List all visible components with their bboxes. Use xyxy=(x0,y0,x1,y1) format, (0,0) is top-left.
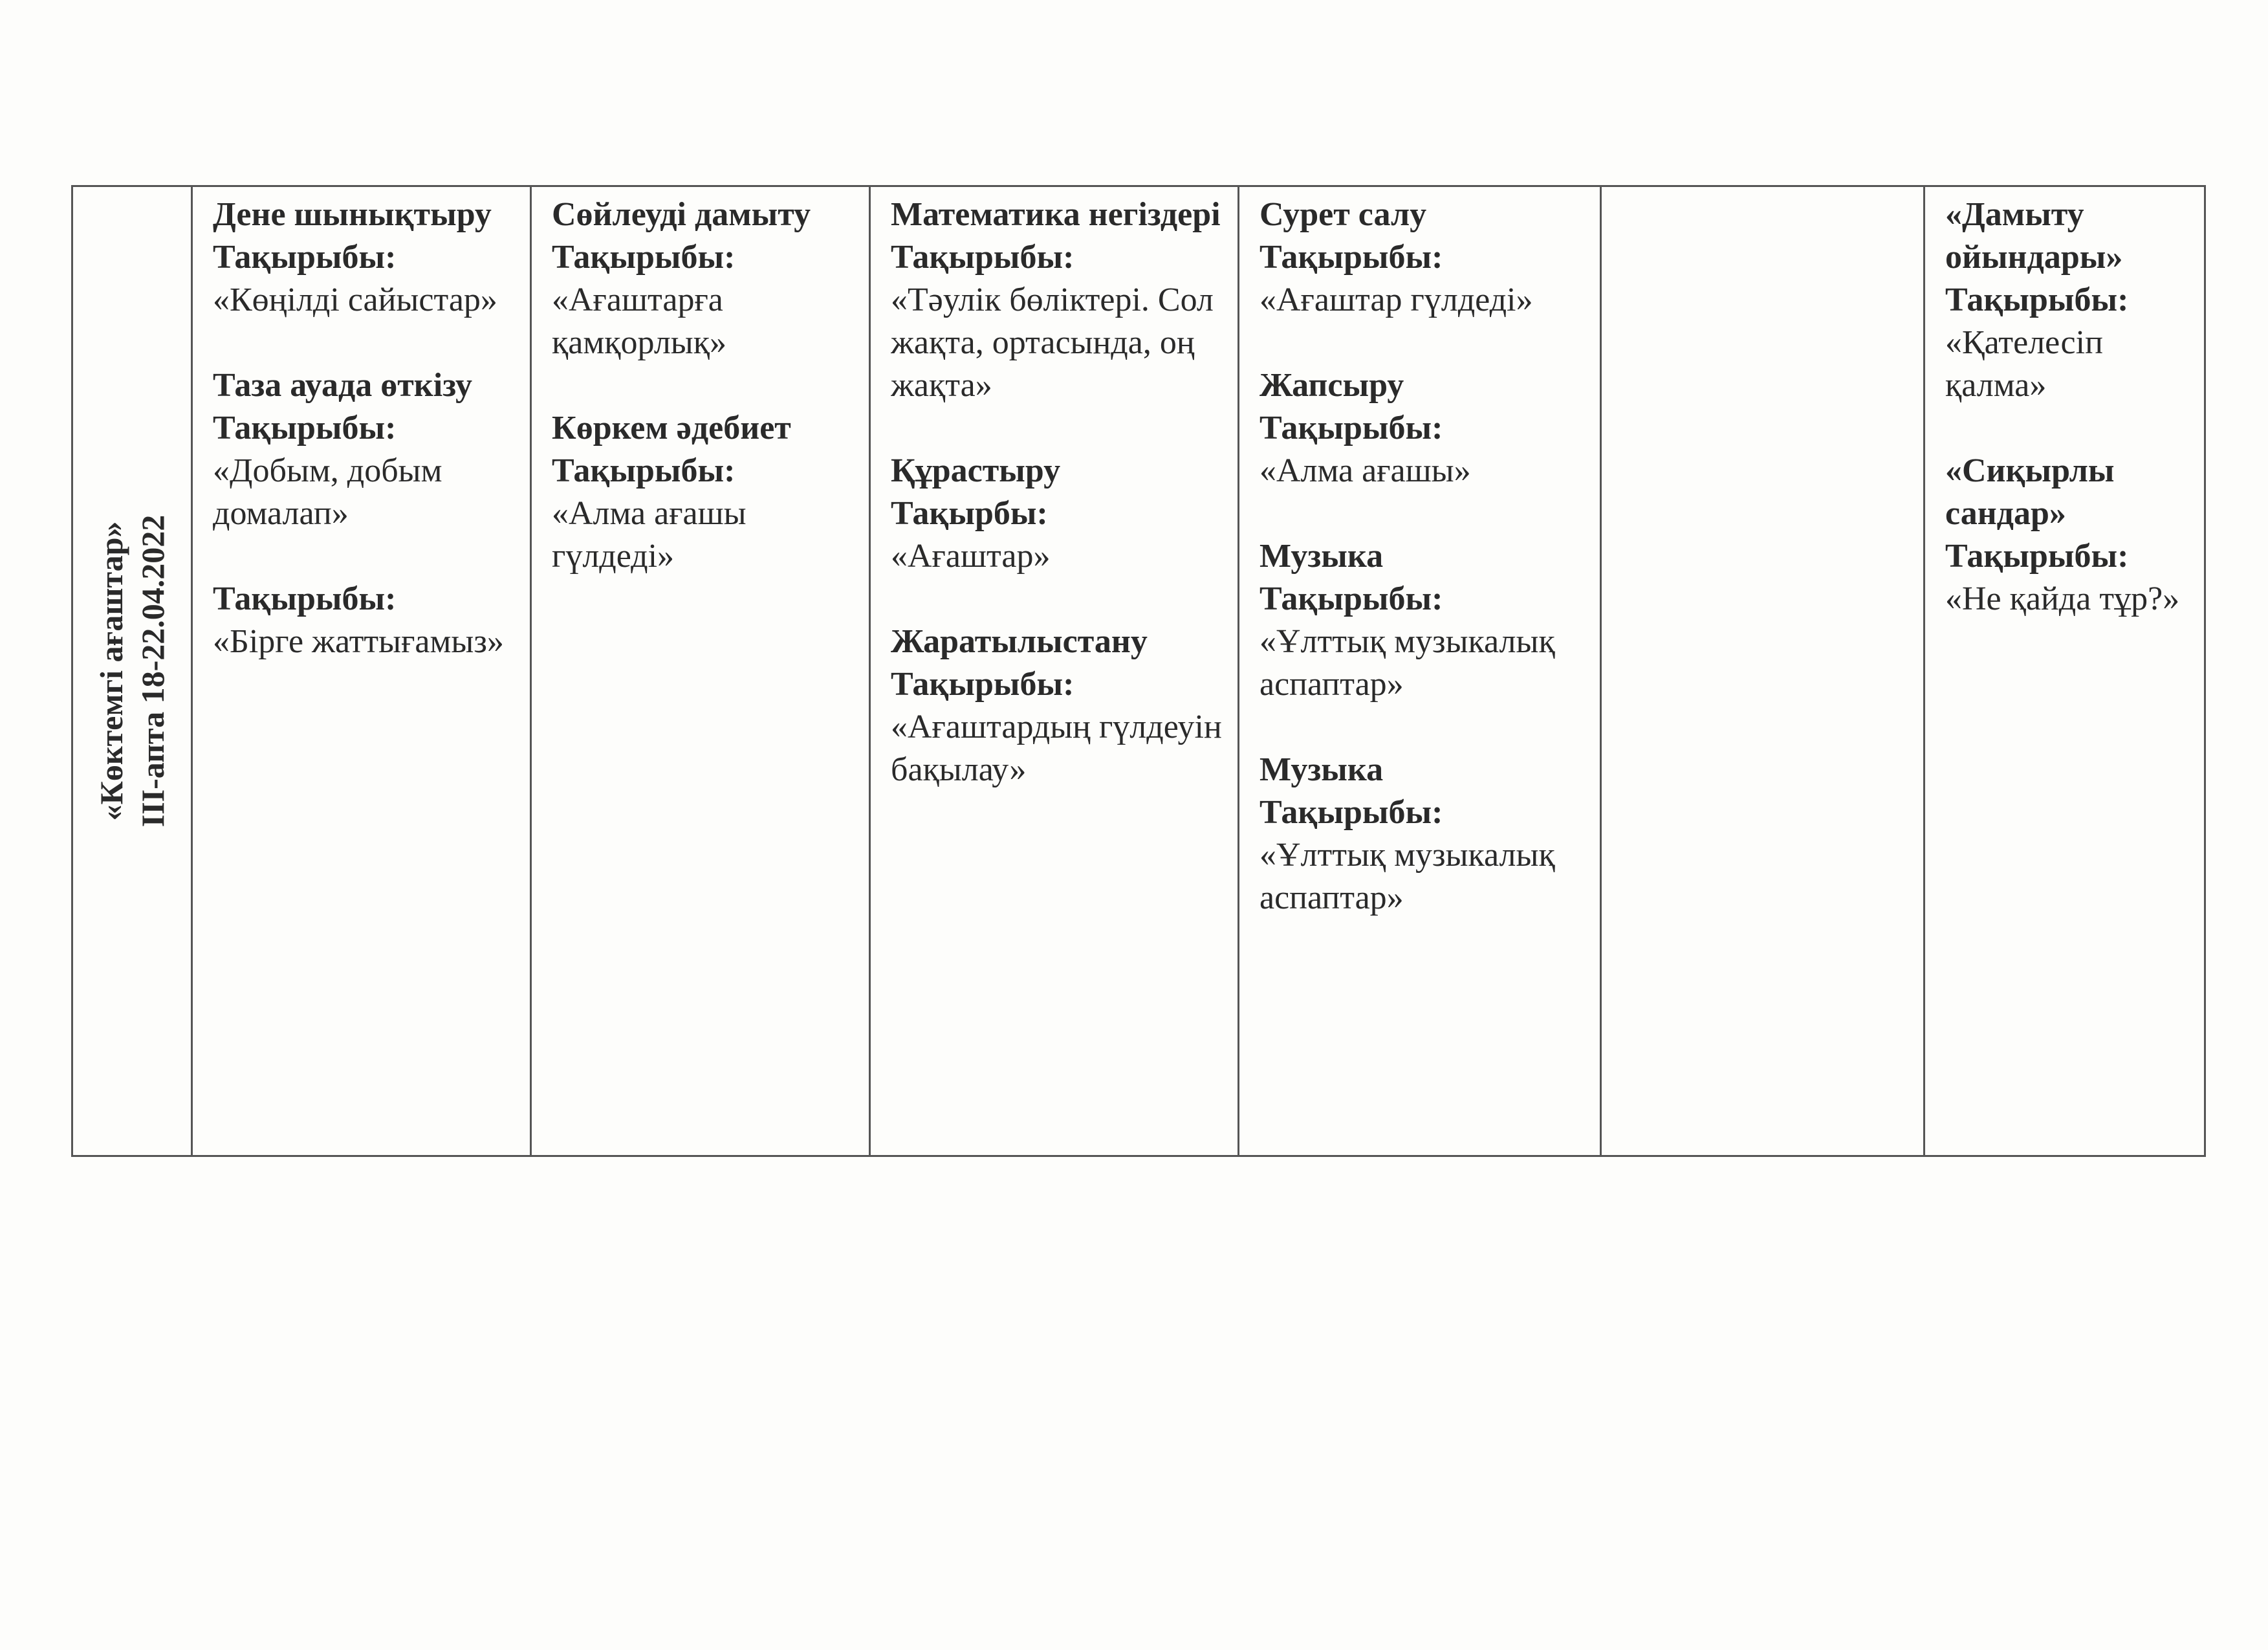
block-spacer xyxy=(891,578,1227,621)
topic-text: «Ағаштар» xyxy=(891,538,1051,575)
topic-label: Тақырыбы: xyxy=(1259,580,1443,617)
subject-block xyxy=(213,578,523,663)
subject-title: Таза ауада өткізу xyxy=(213,367,473,404)
subject-block xyxy=(1259,749,1596,919)
topic-label: Тақырбы: xyxy=(891,495,1048,532)
topic-label: Тақырыбы: xyxy=(891,239,1074,276)
subject-title: Музыка xyxy=(1259,538,1384,575)
subject-block xyxy=(1259,364,1596,492)
subject-block xyxy=(213,364,523,535)
subject-title: Құрастыру xyxy=(891,452,1061,489)
week-theme: «Көктемгі ағаштар» xyxy=(93,521,129,821)
topic-label: Тақырыбы: xyxy=(1945,538,2129,575)
column-divider xyxy=(191,187,193,1155)
topic-label: Тақырыбы: xyxy=(552,452,736,489)
cell-empty xyxy=(1622,193,1913,1149)
subject-block xyxy=(1945,450,2204,621)
subject-title: Жапсыру xyxy=(1259,367,1404,404)
subject-title: «Сиқырлы сандар» xyxy=(1945,452,2115,532)
topic-label: Тақырыбы: xyxy=(213,239,397,276)
subject-block xyxy=(552,193,862,364)
subject-title: Математика негіздері xyxy=(891,196,1221,233)
subject-title: Көркем әдебиет xyxy=(552,410,791,446)
topic-label: Тақырыбы: xyxy=(552,239,736,276)
topic-label: Тақырыбы: xyxy=(1259,410,1443,446)
topic-text: «Тәулік бөліктері. Сол жақта, ортасында, оң жақта» xyxy=(891,281,1214,404)
subject-block xyxy=(1259,193,1596,322)
weekly-plan-table xyxy=(71,185,2206,1157)
topic-label: Тақырыбы: xyxy=(1259,239,1443,276)
cell-drawing-music xyxy=(1259,193,1596,1149)
week-label xyxy=(91,515,173,828)
subject-block xyxy=(552,407,862,578)
topic-label: Тақырыбы: xyxy=(213,580,397,617)
subject-title: «Дамыту ойындары» xyxy=(1945,196,2123,276)
subject-title: Музыка xyxy=(1259,751,1384,788)
topic-label: Тақырыбы: xyxy=(213,410,397,446)
cell-games xyxy=(1945,193,2204,1149)
topic-text: «Ұлттық музыкалық аспаптар» xyxy=(1259,837,1555,916)
subject-title: Жаратылыстану xyxy=(891,623,1148,660)
column-divider xyxy=(1923,187,1925,1155)
topic-text: «Ағаштардың гүлдеуін бақылау» xyxy=(891,709,1222,788)
block-spacer xyxy=(213,322,523,364)
block-spacer xyxy=(213,535,523,578)
column-divider xyxy=(1238,187,1239,1155)
topic-text: «Ағаштарға қамқорлық» xyxy=(552,281,726,361)
block-spacer xyxy=(552,364,862,407)
topic-text: «Ағаштар гүлдеді» xyxy=(1259,281,1533,318)
topic-text: «Добым, добым домалап» xyxy=(213,452,442,532)
week-dates: III-апта 18-22.04.2022 xyxy=(135,514,171,828)
subject-block xyxy=(891,621,1227,791)
subject-block xyxy=(1259,535,1596,706)
cell-physical-education xyxy=(213,193,523,1149)
cell-speech-development xyxy=(552,193,862,1149)
topic-label: Тақырыбы: xyxy=(891,666,1074,703)
topic-text: «Көңілді сайыстар» xyxy=(213,281,497,318)
subject-title: Сөйлеуді дамыту xyxy=(552,196,811,233)
block-spacer xyxy=(1259,492,1596,535)
subject-title: Сурет салу xyxy=(1259,196,1427,233)
subject-block xyxy=(213,193,523,322)
column-divider xyxy=(869,187,871,1155)
topic-text: «Алма ағашы гүлдеді» xyxy=(552,495,747,575)
column-divider xyxy=(1600,187,1602,1155)
topic-text: «Бірге жаттығамыз» xyxy=(213,623,504,660)
topic-label: Тақырыбы: xyxy=(1259,794,1443,831)
block-spacer xyxy=(1259,322,1596,364)
cell-mathematics xyxy=(891,193,1227,1149)
topic-text: «Қателесіп қалма» xyxy=(1945,324,2103,404)
topic-text: «Алма ағашы» xyxy=(1259,452,1471,489)
topic-text: «Не қайда тұр?» xyxy=(1945,580,2180,617)
column-divider xyxy=(530,187,532,1155)
subject-block xyxy=(891,450,1227,578)
subject-block xyxy=(1945,193,2204,407)
block-spacer xyxy=(1259,706,1596,749)
subject-block xyxy=(891,193,1227,407)
block-spacer xyxy=(1945,407,2204,450)
topic-label: Тақырыбы: xyxy=(1945,281,2129,318)
topic-text: «Ұлттық музыкалық аспаптар» xyxy=(1259,623,1555,703)
week-label-cell xyxy=(73,187,191,1155)
subject-title: Дене шынықтыру xyxy=(213,196,492,233)
block-spacer xyxy=(891,407,1227,450)
